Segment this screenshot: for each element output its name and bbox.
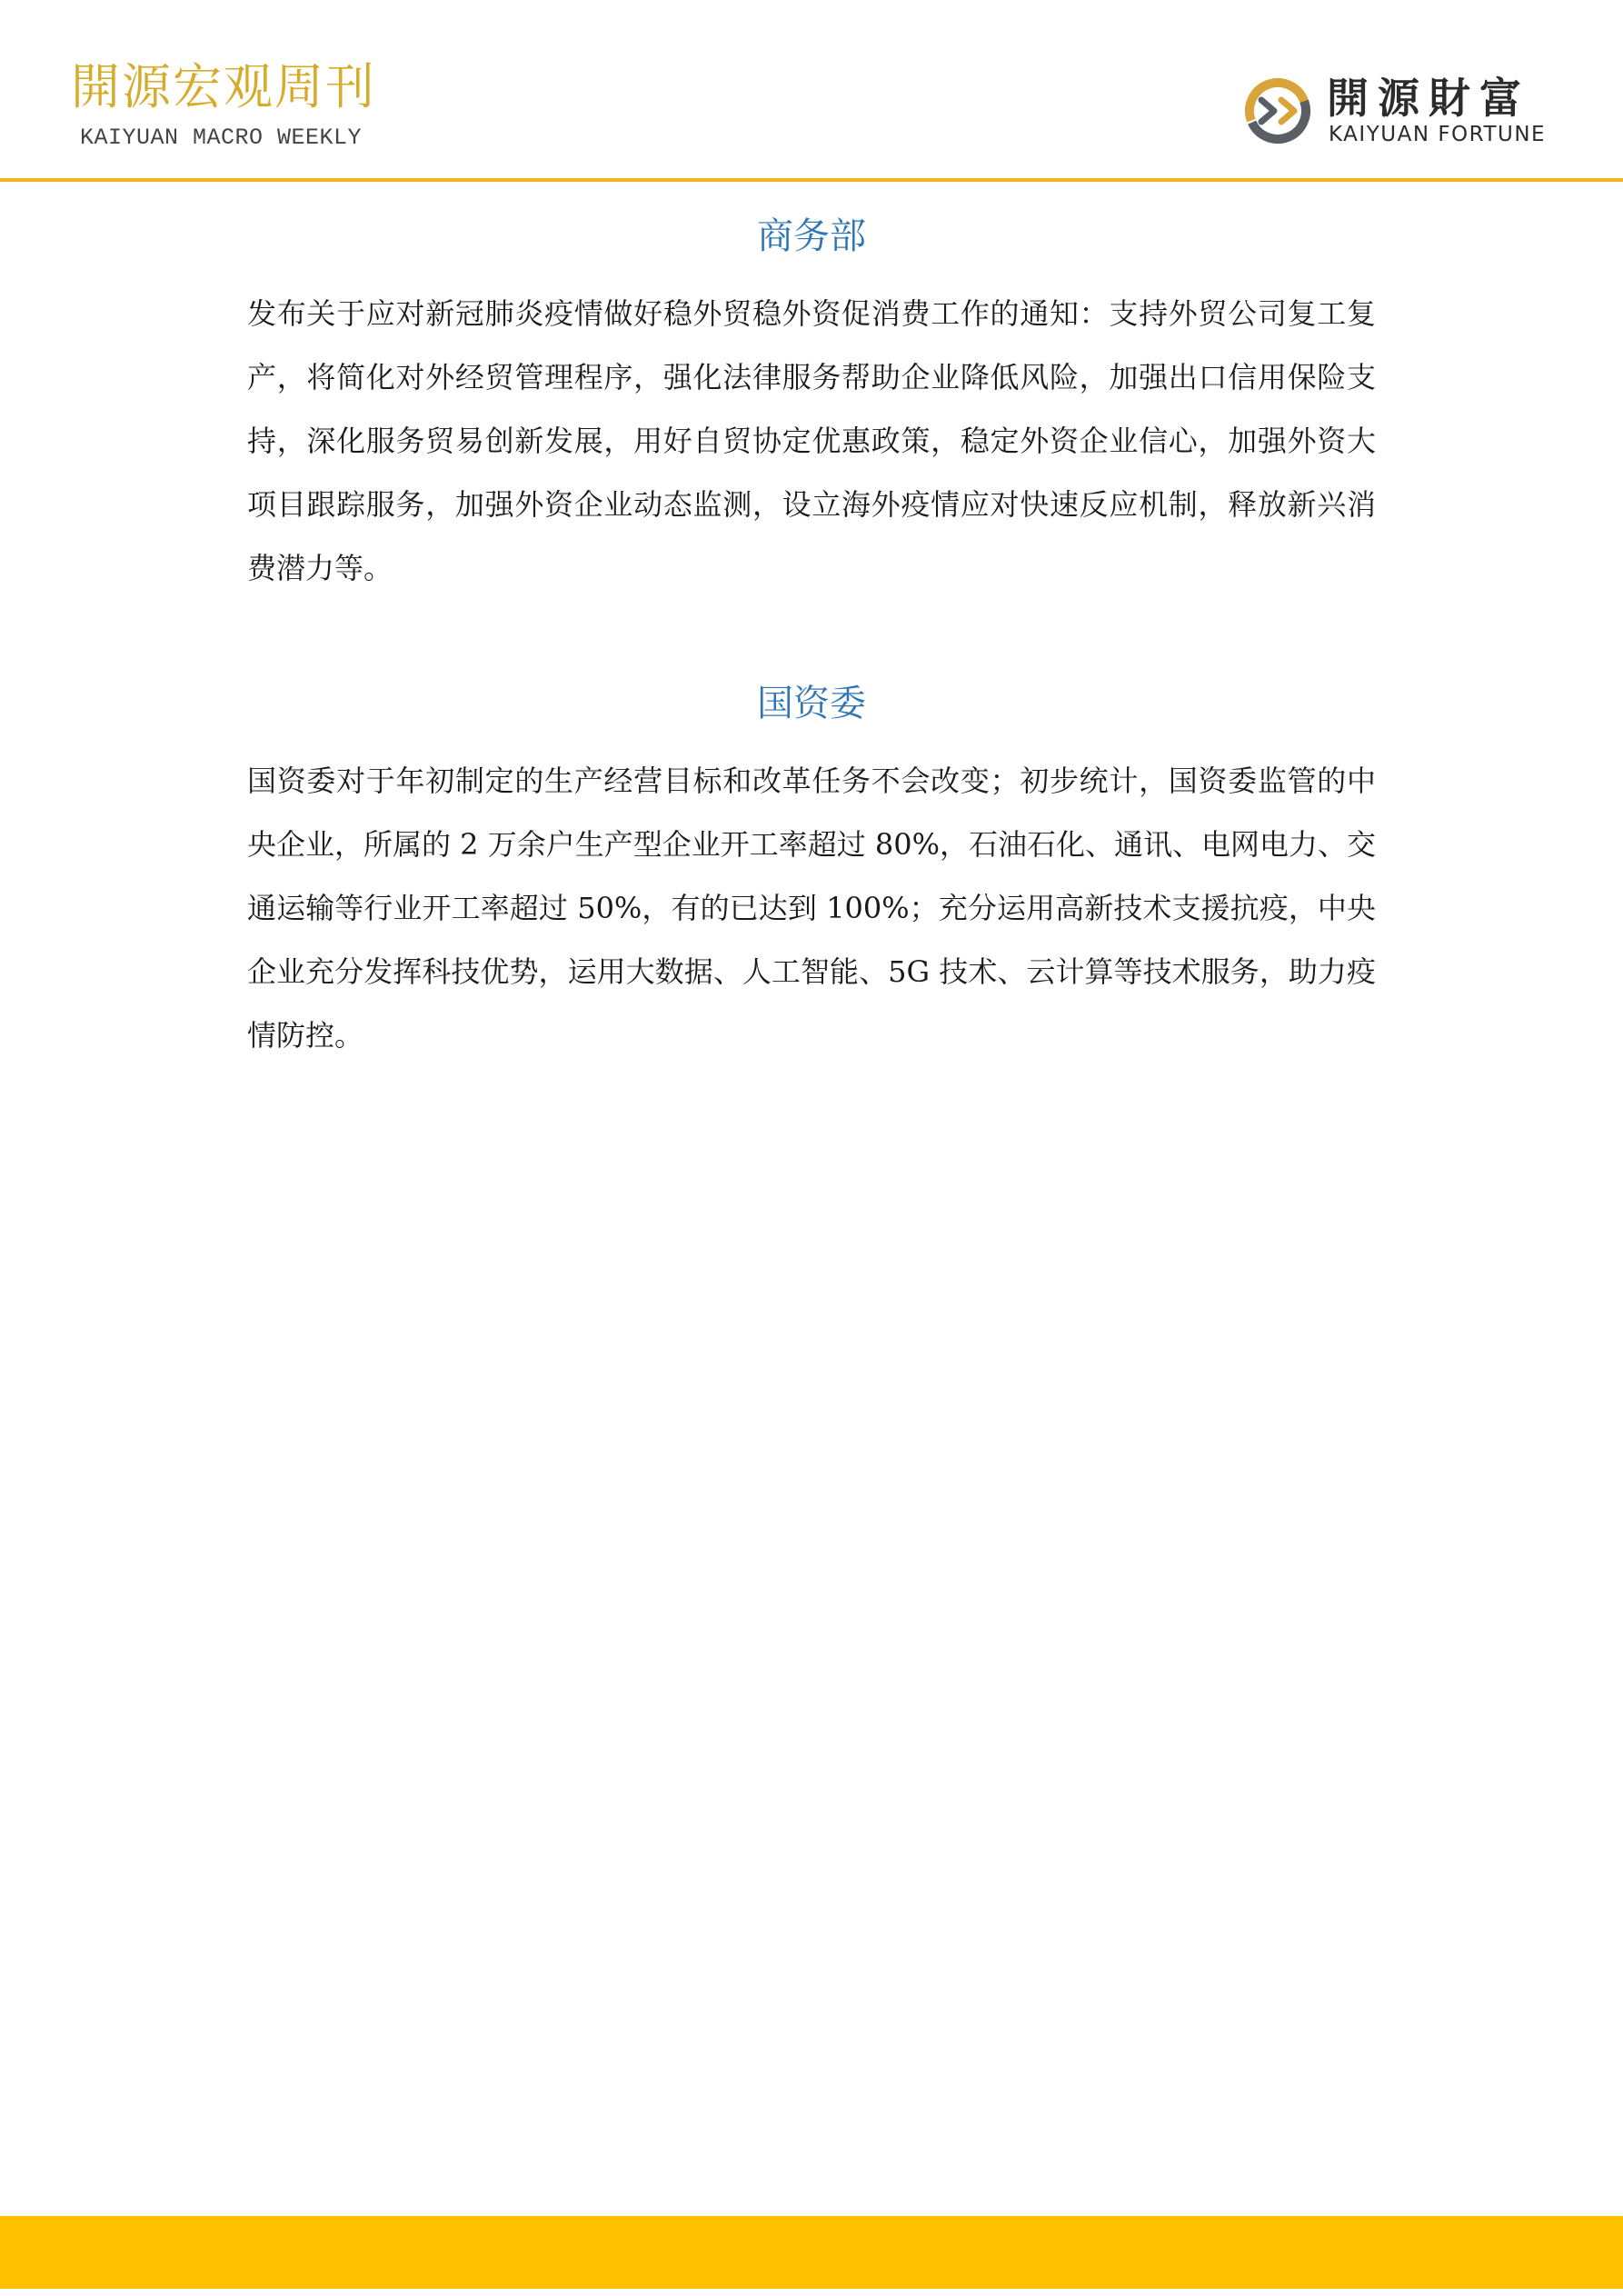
logo-english-name: KAIYUAN FORTUNE <box>1329 123 1547 146</box>
section-body: 发布关于应对新冠肺炎疫情做好稳外贸稳外资促消费工作的通知：支持外贸公司复工复产，将简化对外经贸管理程序，强化法律服务帮助企业降低风险，加强出口信用保险支持，深化服务贸易创新发展，用好自贸协定优惠政策，稳定外资企业信心，加强外资大项目跟踪服务，加强外资企业动态监测，设立海外疫情应对快速反应机制，释放新兴消费潜力等。 <box>247 296 1376 585</box>
section-sasac <box>247 678 1376 1067</box>
kaiyuan-logo-icon <box>1241 75 1314 147</box>
section-ministry-of-commerce <box>247 211 1376 600</box>
publication-title: 開源宏观周刊 <box>71 58 376 115</box>
section-body: 国资委对于年初制定的生产经营目标和改革任务不会改变；初步统计，国资委监管的中央企业，所属的 2 万余户生产型企业开工率超过 80%，石油石化、通讯、电网电力、交通运输等行业开工率超过 50%，有的已达到 100%；充分运用高新技术支援抗疫，中央企业充分发挥科技优势，运用大数据、人工智能、5G 技术、云计算等技术服务，助力疫情防控。 <box>247 764 1377 1053</box>
publication-subtitle: KAIYUAN MACRO WEEKLY <box>80 125 363 151</box>
logo-name: 開源財富 <box>1327 74 1530 123</box>
section-heading: 国资委 <box>757 683 866 724</box>
section-heading: 商务部 <box>757 215 866 257</box>
header-divider <box>0 178 1623 182</box>
page-header <box>0 0 1623 182</box>
footer-bar <box>0 2216 1623 2289</box>
company-logo <box>1241 75 1550 149</box>
